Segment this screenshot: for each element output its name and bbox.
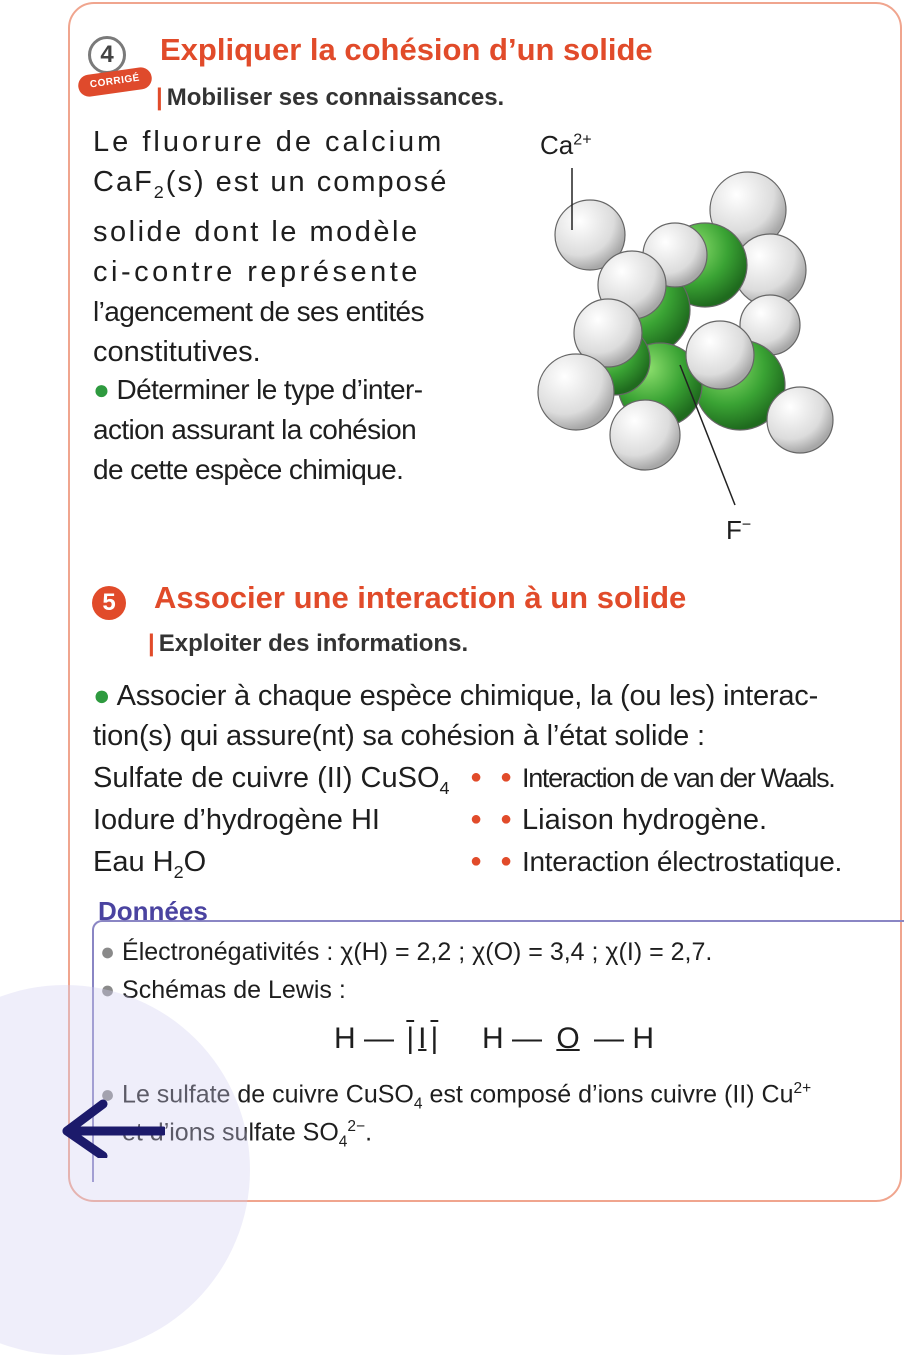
back-arrow-icon[interactable] bbox=[55, 1098, 165, 1158]
match-dot-right-3[interactable]: ● bbox=[500, 850, 513, 872]
exercise-4-skill-text: Mobiliser ses connaissances. bbox=[166, 84, 505, 111]
donnees-title: Données bbox=[98, 896, 208, 926]
exercise-5-title: Associer une interaction à un solide bbox=[154, 580, 687, 615]
skill-bar: | bbox=[156, 84, 163, 111]
para-line-1: Le fluorure de calcium bbox=[93, 126, 445, 158]
fluoride-sphere bbox=[538, 354, 614, 430]
exercise-4-skill bbox=[156, 84, 504, 112]
para-line-3: solide dont le modèle bbox=[93, 215, 420, 248]
lewis-hi: H — | I | bbox=[334, 1022, 439, 1055]
label-f: F− bbox=[726, 515, 752, 545]
crystal-model-illustration bbox=[520, 160, 840, 520]
match-dot-left-1[interactable]: ● bbox=[470, 766, 483, 788]
exercise-4-question bbox=[93, 370, 483, 490]
bullet-icon: ● bbox=[100, 1080, 123, 1109]
question-line-1: ● Déterminer le type d’inter- bbox=[93, 374, 423, 405]
sulfate-line-1: ● Le sulfate de cuivre CuSO$_4$ est composé d’ions cuivre (II) $Cu^{2+}$ bbox=[100, 1080, 812, 1113]
interaction-row-1: Interaction de van der Waals. bbox=[522, 763, 835, 793]
exercise-5-instruction bbox=[93, 676, 898, 756]
para-line-4: ci-contre représente bbox=[93, 255, 421, 288]
para-line-6: constitutives. bbox=[93, 335, 261, 368]
fluoride-sphere bbox=[610, 400, 680, 470]
match-dot-left-3[interactable]: ● bbox=[470, 850, 483, 872]
fluoride-sphere bbox=[767, 387, 833, 453]
species-row-2: Iodure d’hydrogène HI bbox=[93, 804, 380, 836]
interaction-row-3: Interaction électrostatique. bbox=[522, 846, 843, 877]
bullet-icon: ● bbox=[100, 938, 123, 966]
interaction-row-2: Liaison hydrogène. bbox=[522, 804, 768, 836]
para-line-5: l’agencement de ses entités bbox=[93, 295, 424, 327]
lewis-title: ● Schémas de Lewis : bbox=[100, 976, 346, 1004]
match-dot-right-1[interactable]: ● bbox=[500, 766, 513, 788]
exercise-5-skill-text: Exploiter des informations. bbox=[158, 630, 469, 657]
exercise-5-skill bbox=[148, 630, 468, 658]
bullet-icon: ● bbox=[93, 374, 117, 405]
label-ca: $Ca^{2+}$ bbox=[540, 130, 592, 160]
exercise-4-number: 4 bbox=[88, 36, 126, 74]
bullet-icon: ● bbox=[93, 680, 117, 712]
sulfate-line-2: et d’ions sulfate $SO_4^{2-}$. bbox=[122, 1118, 373, 1151]
lewis-h2o: H — O — H bbox=[482, 1022, 655, 1055]
corrige-tag[interactable]: CORRIGÉ bbox=[77, 66, 153, 98]
fluoride-sphere bbox=[686, 321, 754, 389]
exercise-4-paragraph bbox=[93, 122, 473, 372]
exercise-4-title: Expliquer la cohésion d’un solide bbox=[160, 32, 653, 67]
exercise-5-number: 5 bbox=[92, 586, 126, 620]
species-row-3: Eau $H_2O$ bbox=[93, 846, 207, 882]
bullet-icon: ● bbox=[100, 976, 123, 1004]
skill-bar: | bbox=[148, 630, 155, 657]
instruction-line-2: tion(s) qui assure(nt) sa cohésion à l’état solide : bbox=[93, 720, 705, 752]
para-line-2: CaF$_2$(s) est un composé bbox=[93, 166, 449, 202]
question-line-2: action assurant la cohésion bbox=[93, 414, 417, 445]
electronegativity-line: ● Électronégativités : χ(H) = 2,2 ; χ(O) = 3,4 ; χ(I) = 2,7. bbox=[100, 938, 713, 966]
question-line-3: de cette espèce chimique. bbox=[93, 454, 404, 485]
match-dot-right-2[interactable]: ● bbox=[500, 808, 513, 830]
match-dot-left-2[interactable]: ● bbox=[470, 808, 483, 830]
instruction-line-1: ● Associer à chaque espèce chimique, la (ou les) interac- bbox=[93, 680, 819, 712]
species-row-1: Sulfate de cuivre (II) CuSO$_4$ bbox=[93, 762, 450, 798]
